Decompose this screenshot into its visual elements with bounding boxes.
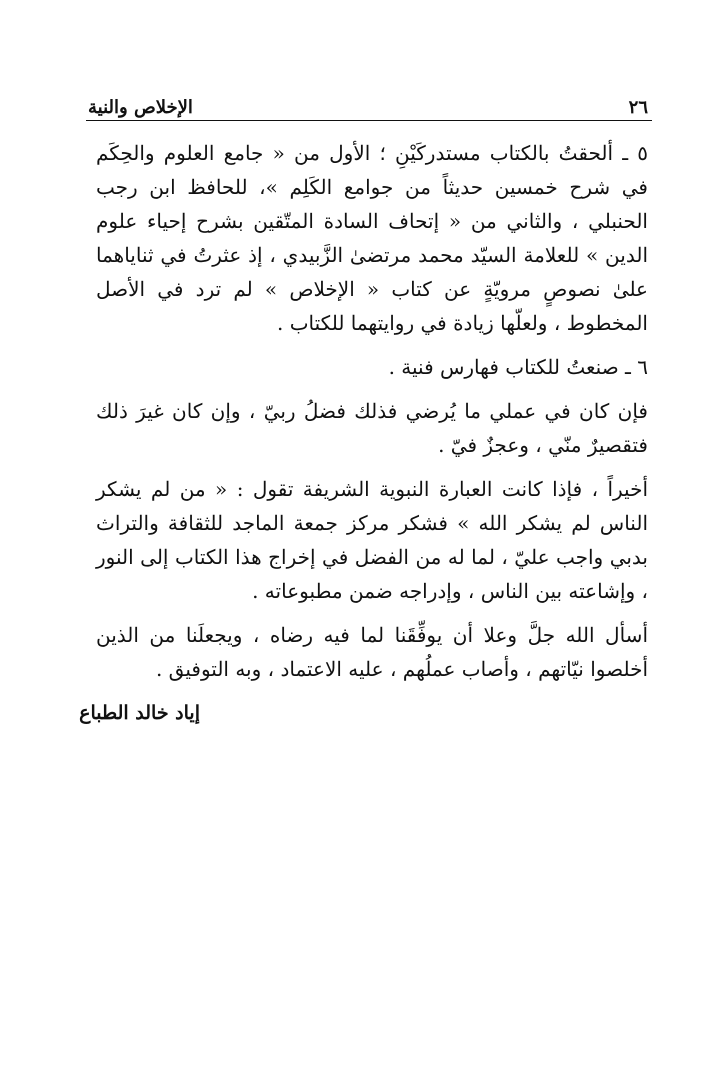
paragraph-prayer: أسأل الله جلَّ وعلا أن يوفِّقَنا لما فيه رضاه ، ويجعلَنا من الذين أخلصوا نيّاتهم ، وأصاب عملُهم ، عليه الاعتماد ، وبه التوفيق .	[96, 623, 648, 681]
paragraph-acknowledgement: أخيراً ، فإذا كانت العبارة النبوية الشريفة تقول : « من لم يشكر الناس لم يشكر الله » فشكر مركز جمعة الماجد للثقافة والتراث بدبي واجب عليّ ، لما له من الفضل في إخراج هذا الكتاب إلى النور ، وإشاعته بين الناس ، وإدراجه ضمن مطبوعاته .	[96, 477, 648, 603]
paragraph-item-5: ٥ ـ ألحقتُ بالكتاب مستدركَيْنِ ؛ الأول من « جامع العلوم والحِكَم في شرح خمسين حديثاً من جوامع الكَلِم »، للحافظ ابن رجب الحنبلي ، والثاني من « إتحاف السادة المتّقين بشرح إحياء علوم الدين » للعلامة السيّد محمد مرتضىٰ الزَّبيدي ، إذ عثرتُ في ثناياهما علىٰ نصوصٍ مرويّةٍ عن كتاب « الإخلاص » لم ترد في الأصل المخطوط ، ولعلّها زيادة في روايتهما للكتاب .	[96, 141, 648, 335]
running-title: الإخلاص والنية	[88, 97, 193, 118]
page-number: ٢٦	[628, 97, 648, 118]
paragraph-acceptance: فإن كان في عملي ما يُرضي فذلك فضلُ ربيّ ، وإن كان غيرَ ذلك فتقصيرٌ منّي ، وعجزٌ فيّ .	[96, 399, 648, 457]
main-text	[79, 136, 648, 730]
paragraph-item-6: ٦ ـ صنعتُ للكتاب فهارس فنية .	[388, 355, 648, 379]
author-signature: إياد خالد الطباع	[79, 702, 200, 724]
header-rule	[86, 120, 652, 121]
running-head	[88, 88, 648, 118]
